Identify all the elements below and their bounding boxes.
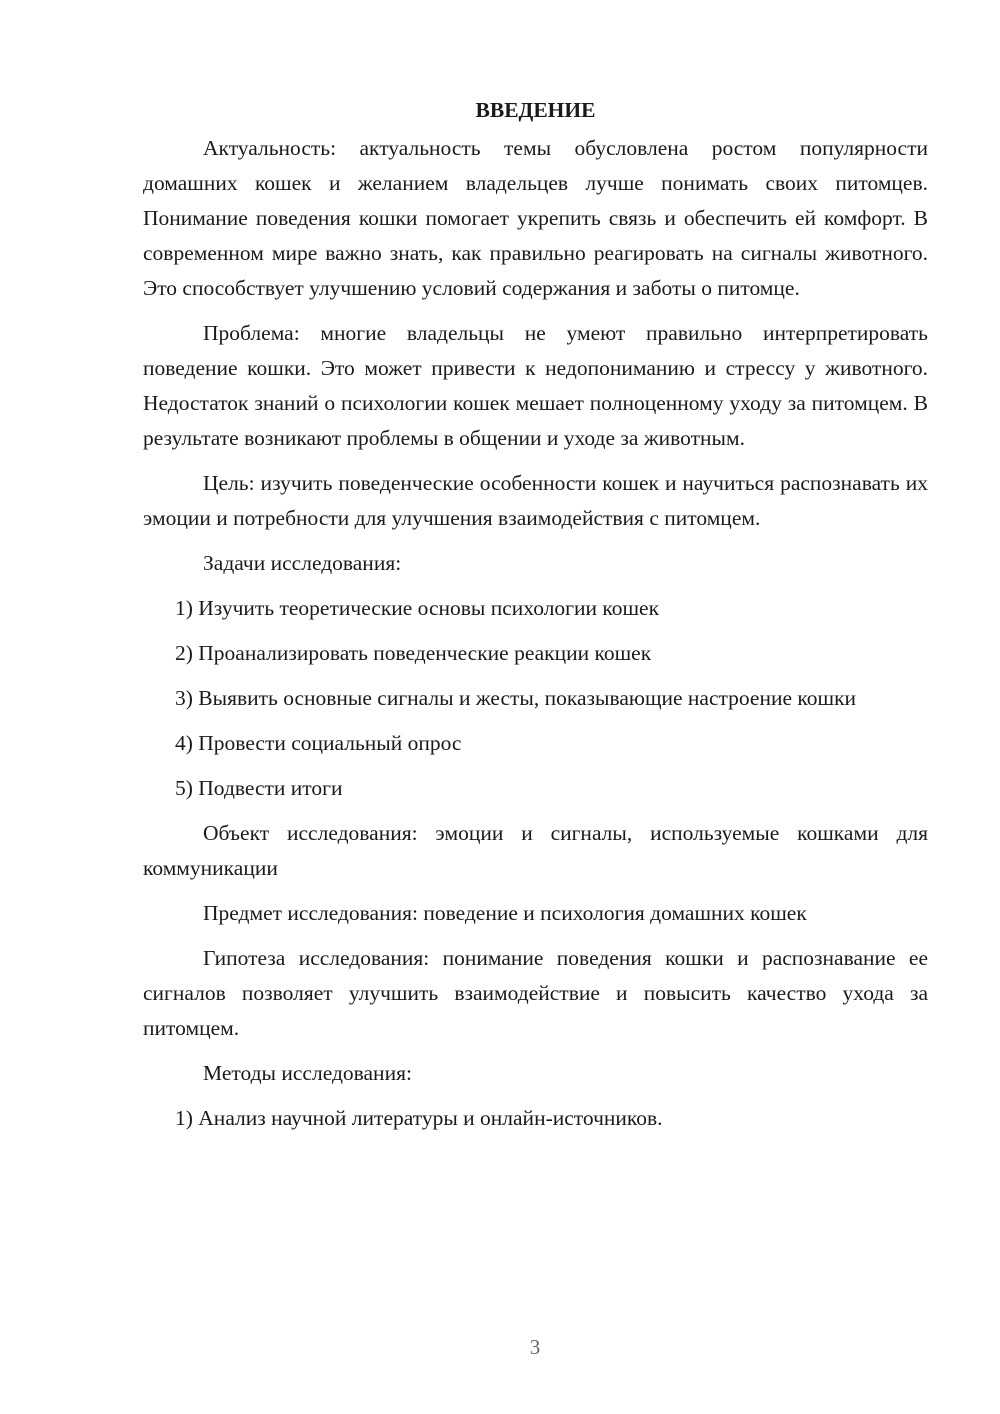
task-item-3: 3) Выявить основные сигналы и жесты, показывающие настроение кошки	[175, 686, 857, 710]
task-item-4: 4) Провести социальный опрос	[175, 731, 462, 755]
hypothesis-paragraph: Гипотеза исследования: понимание поведения кошки и распознавание ее сигналов позволяет улучшить взаимодействие и повысить качество ухода за питомцем.	[143, 946, 928, 1040]
subject-paragraph: Предмет исследования: поведение и психология домашних кошек	[203, 901, 807, 925]
relevance-paragraph: Актуальность: актуальность темы обусловлена ростом популярности домашних кошек и желанием владельцев лучше понимать своих питомцев. Понимание поведения кошки помогает укрепить связь и обеспечить ей комфорт. В современном мире важно знать, как правильно реагировать на сигналы животного. Это способствует улучшению условий содержания и заботы о питомце.	[143, 136, 928, 300]
goal-paragraph: Цель: изучить поведенческие особенности кошек и научиться распознавать их эмоции и потребности для улучшения взаимодействия с питомцем.	[143, 471, 928, 530]
page-content	[143, 93, 928, 1146]
task-item-5: 5) Подвести итоги	[175, 776, 343, 800]
object-paragraph: Объект исследования: эмоции и сигналы, используемые кошками для коммуникации	[143, 821, 928, 880]
problem-paragraph: Проблема: многие владельцы не умеют правильно интерпретировать поведение кошки. Это может привести к недопониманию и стрессу у животного. Недостаток знаний о психологии кошек мешает полноценному уходу за питомцем. В результате возникают проблемы в общении и уходе за животным.	[143, 321, 928, 450]
method-item-1: 1) Анализ научной литературы и онлайн-источников.	[175, 1106, 663, 1130]
section-heading: ВВЕДЕНИЕ	[475, 98, 596, 122]
task-item-2: 2) Проанализировать поведенческие реакции кошек	[175, 641, 652, 665]
methods-label: Методы исследования:	[203, 1061, 412, 1085]
task-item-1: 1) Изучить теоретические основы психологии кошек	[175, 596, 660, 620]
tasks-label: Задачи исследования:	[203, 551, 402, 575]
page-number: 3	[529, 1335, 541, 1359]
